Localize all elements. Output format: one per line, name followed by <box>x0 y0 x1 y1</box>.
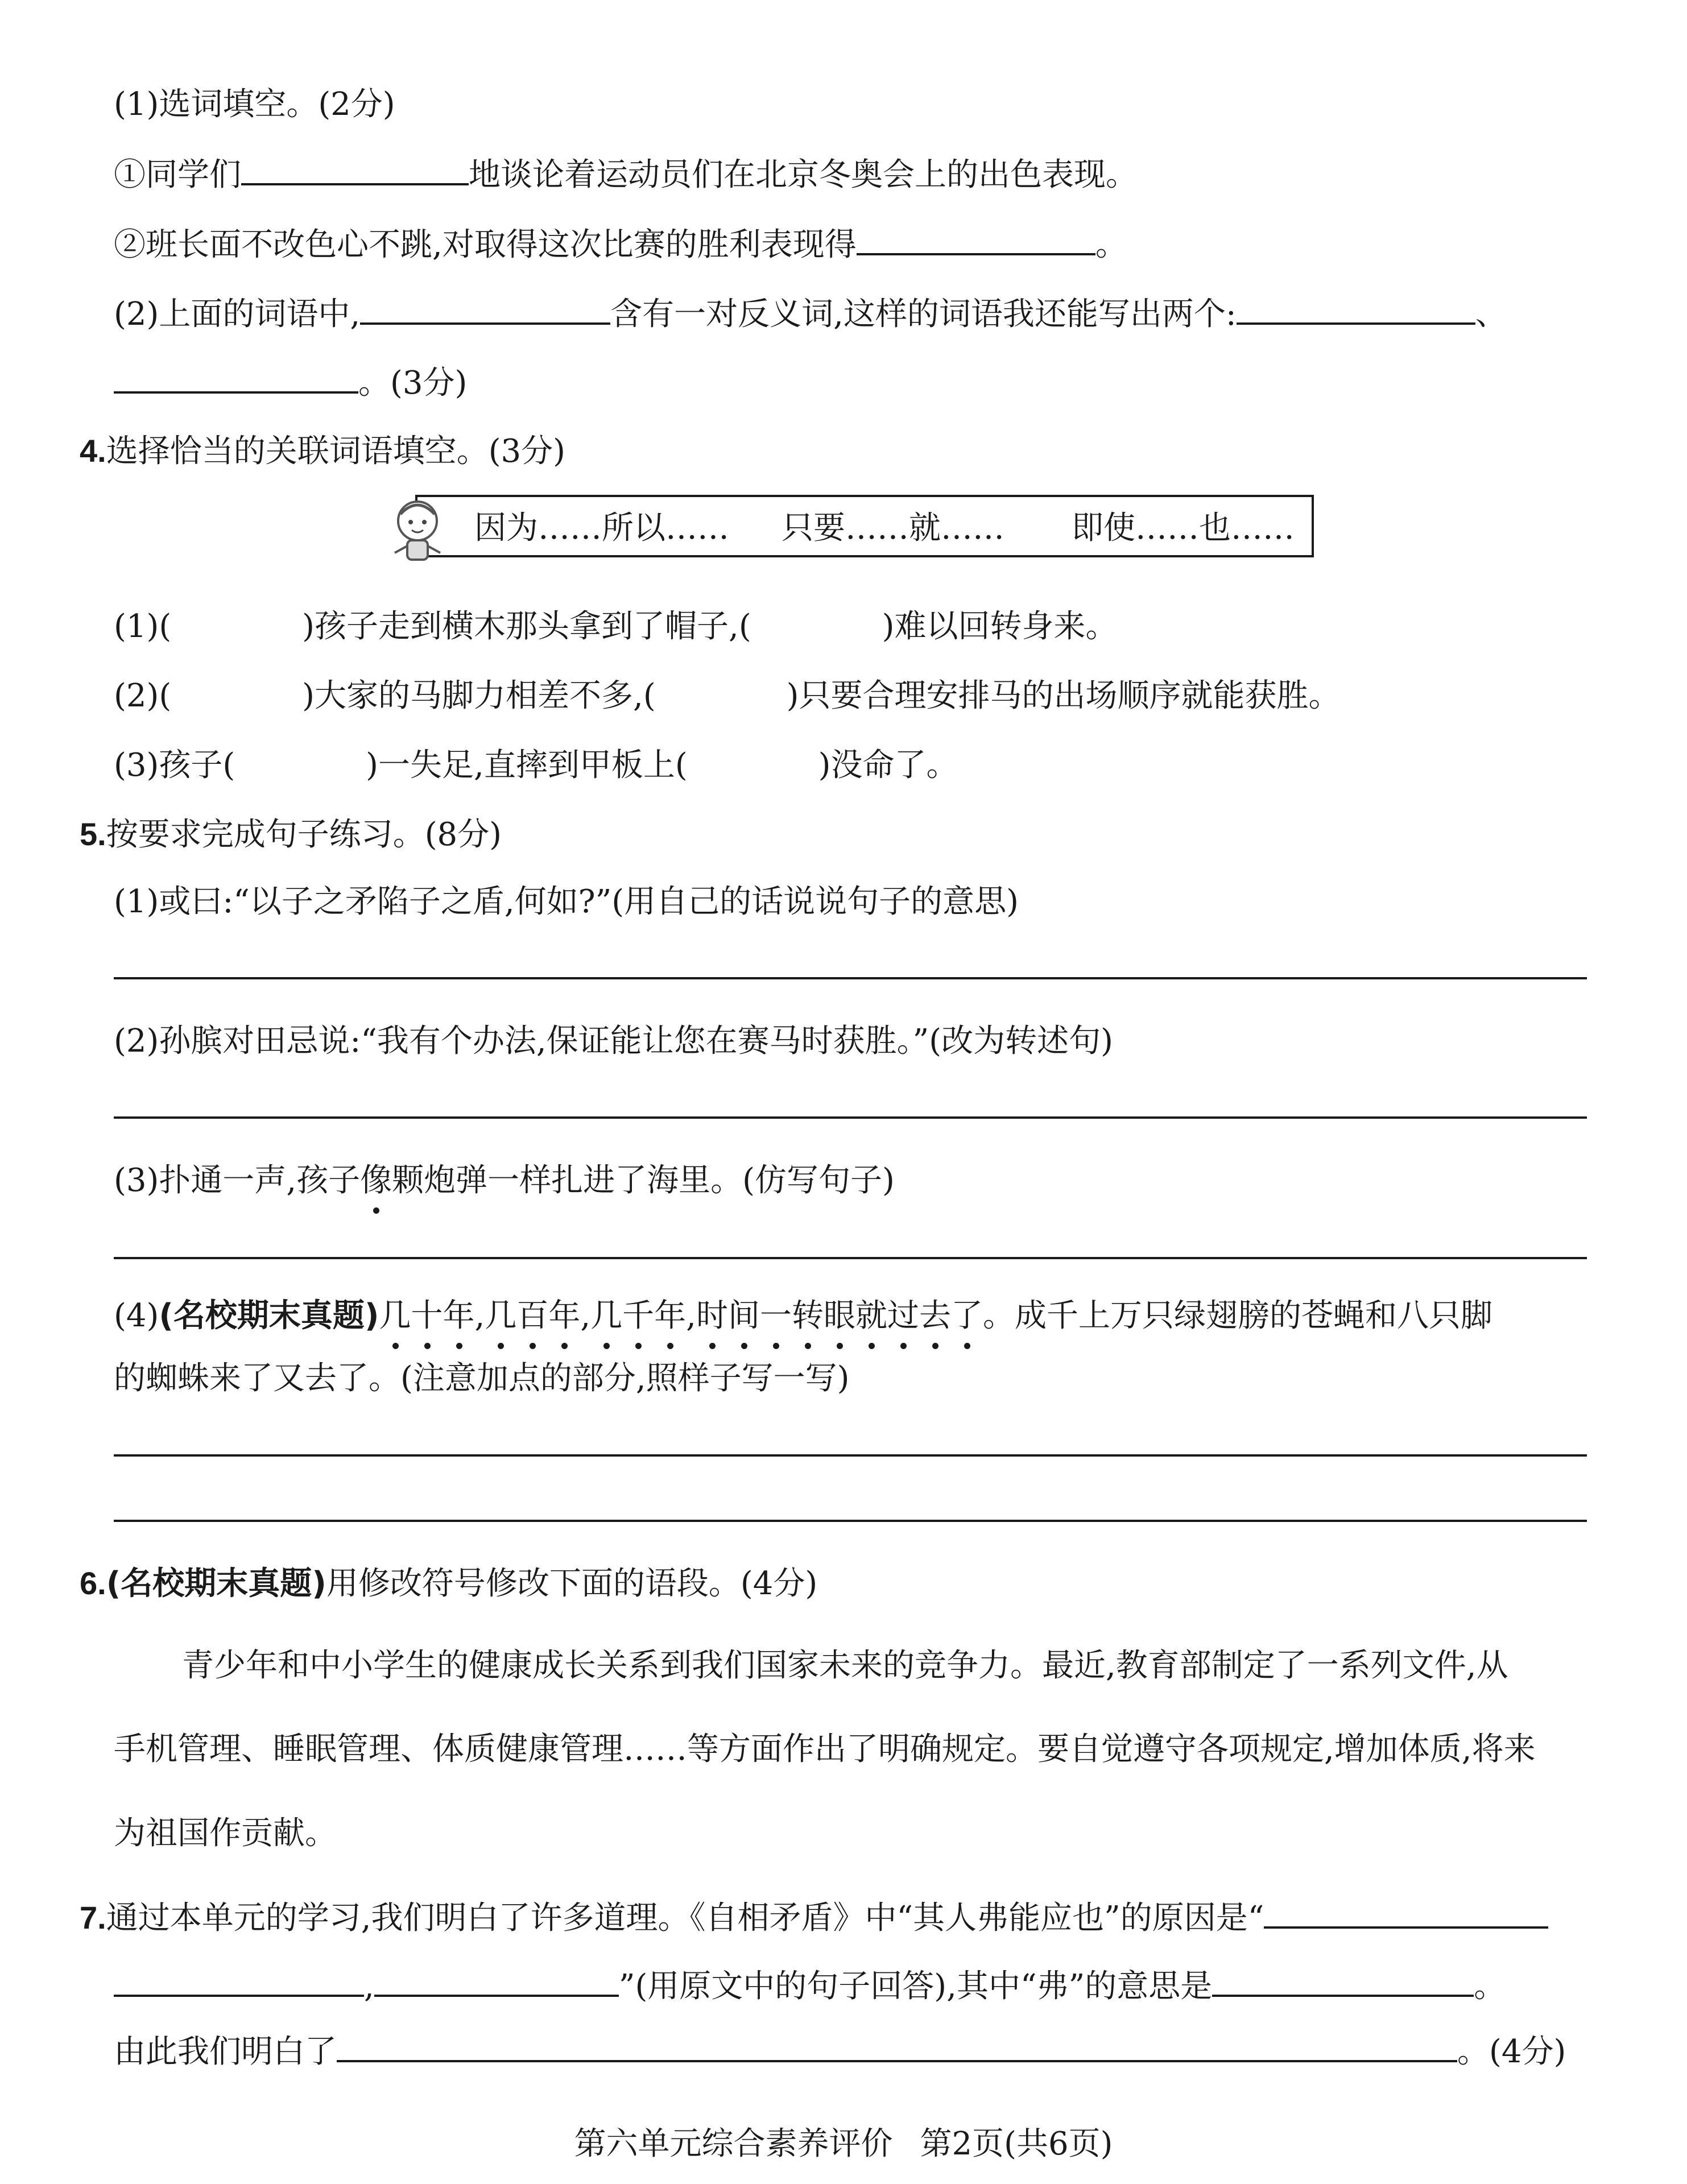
q7-blank-2[interactable] <box>114 1965 364 1997</box>
dotted-char: , <box>474 1297 485 1334</box>
q5-title: 按要求完成句子练习。(8分) <box>106 816 502 853</box>
q7-text-2c: 。 <box>1474 1968 1506 2005</box>
q6-paragraph-line-2: 手机管理、睡眠管理、体质健康管理……等方面作出了明确规定。要自觉遵守各项规定,增加体质,将来 <box>114 1731 1536 1768</box>
q5-s1-answer-line[interactable] <box>114 977 1587 979</box>
q5-s4-text-b: 。成千上万只绿翅膀的苍蝇和八只脚 <box>982 1297 1492 1334</box>
q7-text-3a: 由此我们明白了 <box>114 2033 337 2070</box>
q4-item1-text-b: )孩子走到横木那头拿到了帽子,( <box>302 608 751 645</box>
q7-text-2b: ”(用原文中的句子回答),其中“弗”的意思是 <box>618 1968 1213 2005</box>
q7-text-2a: , <box>364 1968 374 2005</box>
q3-item1-text-b: 地谈论着运动员们在北京冬奥会上的出色表现。 <box>469 156 1138 193</box>
q5-heading <box>80 814 502 855</box>
q4-heading <box>80 431 565 472</box>
q5-s2-answer-line[interactable] <box>114 1116 1587 1119</box>
q4-word-box <box>415 495 1314 557</box>
q3-item2-blank[interactable] <box>857 224 1095 255</box>
dotted-char: 年 <box>443 1297 475 1334</box>
q5-number: 5. <box>80 816 106 852</box>
q3-item2-text-a: ②班长面不改色心不跳,对取得这次比赛的胜利表现得 <box>114 226 857 263</box>
q3-item1-blank[interactable] <box>241 154 469 185</box>
dotted-char: 就 <box>855 1297 887 1334</box>
q7-blank-5[interactable] <box>337 2030 1457 2062</box>
q7-text-1: 通过本单元的学习,我们明白了许多道理。《自相矛盾》中“其人弗能应也”的原因是“ <box>106 1900 1264 1937</box>
q4-item3 <box>114 745 958 786</box>
dotted-char: 间 <box>727 1297 760 1334</box>
q4-title: 选择恰当的关联词语填空。(3分) <box>106 433 566 470</box>
q3-sub2-text-d: 。(3分) <box>358 365 468 402</box>
q5-s4-answer-line-1[interactable] <box>114 1454 1587 1457</box>
q5-s4-answer-line-2[interactable] <box>114 1520 1587 1522</box>
q4-item3-text-b: )一失足,直摔到甲板上( <box>366 747 688 784</box>
dotted-char: 了 <box>950 1297 983 1334</box>
dotted-char: 千 <box>622 1297 655 1334</box>
dotted-char: 几 <box>379 1297 411 1334</box>
q4-item2-text-b: )大家的马脚力相差不多,( <box>302 677 656 714</box>
q5-s4-tag: (名校期末真题) <box>159 1297 379 1334</box>
q3-sub2-text-a: (2)上面的词语中, <box>114 296 361 333</box>
q4-item2 <box>114 676 1341 717</box>
q3-sub2 <box>114 293 1507 335</box>
dotted-char: 过 <box>887 1297 919 1334</box>
dotted-char: 一 <box>759 1297 792 1334</box>
q7-blank-4[interactable] <box>1212 1965 1474 1997</box>
q3-sub2-cont <box>114 362 467 404</box>
q7-number: 7. <box>80 1900 106 1935</box>
q5-s3-text-b: 颗炮弹一样扎进了海里。(仿写句子) <box>392 1162 895 1199</box>
q4-item2-text-a: (2)( <box>114 677 172 714</box>
q3-item2-text-b: 。 <box>1095 226 1127 263</box>
dotted-char: , <box>686 1297 696 1334</box>
footer-page-number: 第2页(共6页) <box>920 2125 1113 2162</box>
q5-s2: (2)孙膑对田忌说:“我有个办法,保证能让您在赛马时获胜。”(改为转述句) <box>114 1023 1113 1060</box>
q3-sub1-title: (1)选词填空。(2分) <box>114 86 395 123</box>
dotted-char: 十 <box>411 1297 443 1334</box>
q6-title: 用修改符号修改下面的语段。(4分) <box>326 1565 818 1602</box>
dotted-char: 眼 <box>823 1297 855 1334</box>
cartoon-kid-icon <box>378 494 457 568</box>
q4-item1-text-a: (1)( <box>114 608 172 645</box>
q3-item1-text-a: ①同学们 <box>114 156 241 193</box>
q5-s4-dotted-text <box>379 1297 983 1334</box>
dotted-char: 时 <box>696 1297 728 1334</box>
q7-line-3 <box>114 2030 1566 2073</box>
q5-s3-dotted-char: 像 <box>360 1162 392 1199</box>
q4-number: 4. <box>80 433 106 469</box>
q3-item2 <box>114 224 1127 266</box>
dotted-char: 转 <box>791 1297 824 1334</box>
q7-line-1 <box>80 1897 1548 1939</box>
q6-paragraph-line-3: 为祖国作贡献。 <box>114 1815 337 1852</box>
q7-line-2 <box>114 1965 1506 2007</box>
footer-unit-title: 第六单元综合素养评价 <box>574 2125 893 2162</box>
q5-s3 <box>114 1160 895 1201</box>
q3-sub2-blank-3[interactable] <box>114 362 358 394</box>
dotted-char: 几 <box>485 1297 517 1334</box>
dotted-char: 年 <box>548 1297 581 1334</box>
q3-item1 <box>114 154 1138 196</box>
q5-s1: (1)或曰:“以子之矛陷子之盾,何如?”(用自己的话说说句子的意思) <box>114 883 1019 920</box>
q4-item3-text-c: )没命了。 <box>818 747 958 784</box>
q3-sub2-text-b: 含有一对反义词,这样的词语我还能写出两个: <box>610 296 1237 333</box>
q5-s4-text-a: (4) <box>114 1297 159 1334</box>
page-footer <box>0 2119 1687 2164</box>
q5-s4 <box>114 1296 1492 1337</box>
q5-s3-text-a: (3)扑通一声,孩子 <box>114 1162 361 1199</box>
q4-option-3: 即使……也…… <box>1072 510 1295 547</box>
q7-blank-1[interactable] <box>1264 1897 1548 1929</box>
dotted-char: , <box>580 1297 591 1334</box>
q4-item1-text-c: )难以回转身来。 <box>882 608 1118 645</box>
q3-sub2-blank-2[interactable] <box>1237 293 1475 325</box>
q7-blank-3[interactable] <box>374 1965 619 1997</box>
q3-sub2-text-c: 、 <box>1475 296 1507 333</box>
q4-option-1: 因为……所以…… <box>474 510 729 547</box>
q4-item2-text-c: )只要合理安排马的出场顺序就能获胜。 <box>786 677 1341 714</box>
q3-sub2-blank-1[interactable] <box>360 293 610 325</box>
q5-s3-answer-line[interactable] <box>114 1257 1587 1259</box>
dotted-char: 年 <box>654 1297 687 1334</box>
dotted-char: 百 <box>516 1297 549 1334</box>
q6-paragraph-line-1: 青少年和中小学生的健康成长关系到我们国家未来的竞争力。最近,教育部制定了一系列文件,从 <box>182 1647 1508 1684</box>
q4-item3-text-a: (3)孩子( <box>114 747 235 784</box>
dotted-char: 去 <box>919 1297 951 1334</box>
q5-s4-cont: 的蜘蛛来了又去了。(注意加点的部分,照样子写一写) <box>114 1360 850 1397</box>
q6-heading <box>80 1563 817 1604</box>
q6-number: 6. <box>80 1565 106 1601</box>
q7-text-3b: 。(4分) <box>1457 2033 1566 2070</box>
q4-item1 <box>114 606 1118 647</box>
q4-option-2: 只要……就…… <box>782 510 1004 547</box>
q6-tag: (名校期末真题) <box>106 1565 326 1602</box>
dotted-char: 几 <box>590 1297 623 1334</box>
